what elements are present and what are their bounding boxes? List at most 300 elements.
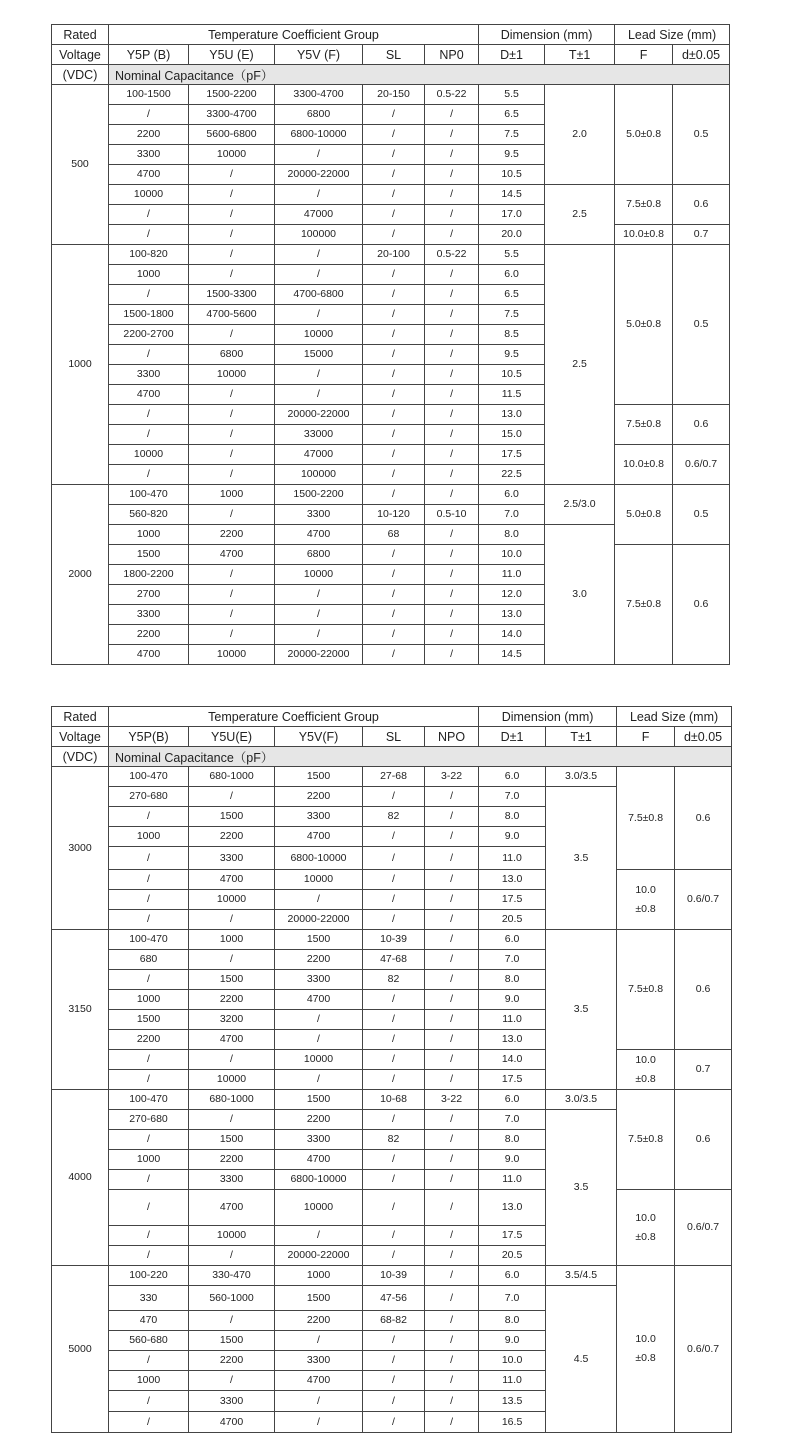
cell: 10.0 [479, 545, 545, 565]
cell: / [363, 625, 425, 645]
cell: / [363, 1050, 425, 1070]
cell: 17.5 [479, 1070, 546, 1090]
cell: / [189, 385, 275, 405]
cell: 9.5 [479, 145, 545, 165]
cell: 8.0 [479, 1130, 546, 1150]
cell: / [189, 465, 275, 485]
cell: 6800 [189, 345, 275, 365]
cell: 7.0 [479, 950, 546, 970]
lead-spacing-cell: 7.5±0.8 [615, 545, 673, 665]
lead-spacing-tolerance: ±0.8 [635, 1352, 656, 1364]
cell: / [425, 625, 479, 645]
col-y5p: Y5P (B) [109, 45, 189, 65]
cell: / [189, 225, 275, 245]
cell: / [189, 625, 275, 645]
cell: 4700 [275, 525, 363, 545]
lead-size-header: Lead Size (mm) [615, 25, 730, 45]
cell: 0.5-22 [425, 85, 479, 105]
cell: 47-56 [363, 1286, 425, 1311]
cell: 5.5 [479, 85, 545, 105]
cell: / [189, 1050, 275, 1070]
thickness-cell: 2.5 [545, 185, 615, 245]
cell: / [425, 1311, 479, 1331]
table-row [52, 485, 730, 505]
cell: / [109, 465, 189, 485]
cell: 14.0 [479, 625, 545, 645]
voltage-cell: 1000 [52, 245, 109, 485]
lead-spacing-cell: 10.0±0.8 [615, 225, 673, 245]
cell: / [363, 1412, 425, 1433]
cell: 17.5 [479, 1226, 546, 1246]
cell: / [363, 285, 425, 305]
cell: 1500-2200 [189, 85, 275, 105]
cell: 8.0 [479, 807, 546, 827]
cell: 6.0 [479, 1090, 546, 1110]
thickness-cell: 2.5/3.0 [545, 485, 615, 525]
cell: / [189, 565, 275, 585]
cell: 11.0 [479, 1371, 546, 1391]
cell: 4700 [189, 545, 275, 565]
thickness-cell: 3.0/3.5 [546, 767, 617, 787]
cell: / [109, 1226, 189, 1246]
lead-size-header: Lead Size (mm) [617, 707, 732, 727]
cell: 20000-22000 [275, 645, 363, 665]
cell: 1500 [109, 545, 189, 565]
cell: 100-470 [109, 767, 189, 787]
cell: 2200 [275, 787, 363, 807]
cell: 4700-6800 [275, 285, 363, 305]
voltage-cell: 4000 [52, 1090, 109, 1266]
col-t: T±1 [546, 727, 617, 747]
cell: 10000 [275, 1050, 363, 1070]
cell: / [189, 1110, 275, 1130]
cell: 6.0 [479, 767, 546, 787]
cell: / [363, 1110, 425, 1130]
cell: / [425, 1226, 479, 1246]
col-lead-d: d±0.05 [673, 45, 730, 65]
cell: / [189, 165, 275, 185]
cell: 8.0 [479, 525, 545, 545]
cell: 10.5 [479, 365, 545, 385]
table-row [52, 545, 730, 565]
lead-diameter-cell: 0.6 [675, 1090, 732, 1190]
cell: 2200 [275, 1311, 363, 1331]
cell: 10000 [189, 1226, 275, 1246]
cell: / [363, 910, 425, 930]
cell: 4700-5600 [189, 305, 275, 325]
cell: 1500-1800 [109, 305, 189, 325]
cell: 14.5 [479, 185, 545, 205]
lead-spacing-cell: 7.5±0.8 [617, 767, 675, 870]
cell: 68 [363, 525, 425, 545]
cell: 3200 [189, 1010, 275, 1030]
cell: 8.0 [479, 1311, 546, 1331]
cell: 4700 [275, 827, 363, 847]
cell: / [189, 1246, 275, 1266]
cell: / [425, 1070, 479, 1090]
cell: / [425, 1150, 479, 1170]
nominal-capacitance-label: Nominal Capacitance（pF） [109, 65, 730, 85]
voltage-cell: 500 [52, 85, 109, 245]
cell: / [109, 1130, 189, 1150]
cell: 1500 [189, 1130, 275, 1150]
cell: 13.0 [479, 870, 546, 890]
cell: 20-100 [363, 245, 425, 265]
cell: / [425, 105, 479, 125]
cell: / [425, 405, 479, 425]
cell: / [275, 625, 363, 645]
cell: 7.0 [479, 1286, 546, 1311]
cell: / [363, 345, 425, 365]
cell: 3300-4700 [275, 85, 363, 105]
cell: / [275, 305, 363, 325]
voltage-cell: 3150 [52, 930, 109, 1090]
cell: / [189, 1311, 275, 1331]
cell: 82 [363, 970, 425, 990]
cell: 13.5 [479, 1391, 546, 1412]
lead-spacing-cell [617, 1050, 675, 1090]
col-sl: SL [363, 45, 425, 65]
cell: 2200 [189, 990, 275, 1010]
cell: / [275, 1391, 363, 1412]
cell: 6.5 [479, 285, 545, 305]
cell: / [275, 585, 363, 605]
cell: 3300 [189, 847, 275, 870]
lead-spacing-cell: 7.5±0.8 [617, 1090, 675, 1190]
rated-label: Rated [52, 707, 109, 727]
cell: / [363, 485, 425, 505]
cell: 2200 [189, 525, 275, 545]
col-t: T±1 [545, 45, 615, 65]
cell: 10000 [275, 870, 363, 890]
cell: 0.5-10 [425, 505, 479, 525]
cell: / [189, 445, 275, 465]
thickness-cell: 3.0/3.5 [546, 1090, 617, 1110]
cell: 1000 [275, 1266, 363, 1286]
cell: / [363, 265, 425, 285]
table-row [52, 405, 730, 425]
cell: 1500 [275, 767, 363, 787]
cell: 10000 [275, 1190, 363, 1226]
cell: 3300 [109, 605, 189, 625]
lead-diameter-cell: 0.6/0.7 [675, 1266, 732, 1433]
cell: / [425, 145, 479, 165]
cell: / [425, 285, 479, 305]
cell: 20.5 [479, 910, 546, 930]
cell: 4700 [275, 990, 363, 1010]
cell: / [189, 245, 275, 265]
cell: / [425, 185, 479, 205]
cell: / [109, 1170, 189, 1190]
cell: 3300 [275, 807, 363, 827]
cell: 2700 [109, 585, 189, 605]
cell: / [189, 185, 275, 205]
cell: 3300 [109, 145, 189, 165]
lead-spacing-cell: 10.0±0.8 [615, 445, 673, 485]
cell: / [363, 385, 425, 405]
cell: / [425, 165, 479, 185]
cell: / [189, 205, 275, 225]
cell: / [425, 1266, 479, 1286]
thickness-cell: 3.5/4.5 [546, 1266, 617, 1286]
cell: 13.0 [479, 1030, 546, 1050]
col-f: F [615, 45, 673, 65]
cell: 10000 [189, 645, 275, 665]
cell: 8.5 [479, 325, 545, 345]
table-row [52, 445, 730, 465]
col-y5p: Y5P(B) [109, 727, 189, 747]
cell: 3300 [189, 1170, 275, 1190]
cell: / [275, 1226, 363, 1246]
cell: / [363, 185, 425, 205]
cell: 9.0 [479, 1331, 546, 1351]
cell: 9.0 [479, 990, 546, 1010]
rated-label: Rated [52, 25, 109, 45]
cell: / [109, 405, 189, 425]
cell: / [425, 910, 479, 930]
cell: 680-1000 [189, 1090, 275, 1110]
thickness-cell: 3.5 [546, 1110, 617, 1266]
cell: / [109, 1246, 189, 1266]
cell: / [109, 1412, 189, 1433]
vdc-label: (VDC) [52, 65, 109, 85]
lead-diameter-cell: 0.5 [673, 245, 730, 405]
cell: 6800-10000 [275, 1170, 363, 1190]
cell: 3-22 [425, 1090, 479, 1110]
cell: 3300 [275, 505, 363, 525]
table-row [52, 767, 732, 787]
cell: 6.0 [479, 1266, 546, 1286]
cell: / [189, 950, 275, 970]
cell: 560-680 [109, 1331, 189, 1351]
cell: 1500 [189, 970, 275, 990]
cell: 100-1500 [109, 85, 189, 105]
cell: 6800-10000 [275, 847, 363, 870]
cell: 17.5 [479, 890, 546, 910]
nominal-capacitance-label: Nominal Capacitance（pF） [109, 747, 732, 767]
cell: / [189, 605, 275, 625]
cell: / [363, 565, 425, 585]
table-row [52, 1266, 732, 1286]
cell: 6.0 [479, 485, 545, 505]
cell: / [425, 545, 479, 565]
cell: / [363, 205, 425, 225]
cell: 11.5 [479, 385, 545, 405]
table-row [52, 1090, 732, 1110]
thickness-cell: 2.0 [545, 85, 615, 185]
cell: / [363, 1070, 425, 1090]
lead-diameter-cell: 0.6/0.7 [673, 445, 730, 485]
cell: 5600-6800 [189, 125, 275, 145]
cell: 10000 [275, 325, 363, 345]
cell: / [109, 345, 189, 365]
cell: / [189, 425, 275, 445]
cell: / [363, 365, 425, 385]
cell: / [425, 827, 479, 847]
cell: / [425, 970, 479, 990]
lead-spacing-cell [617, 1190, 675, 1266]
table-row [52, 930, 732, 950]
thickness-cell: 3.0 [545, 525, 615, 665]
cell: 560-820 [109, 505, 189, 525]
cell: / [425, 1170, 479, 1190]
cell: 10000 [189, 890, 275, 910]
capacitor-spec-table-1 [51, 24, 730, 665]
cell: / [109, 1391, 189, 1412]
col-y5u: Y5U(E) [189, 727, 275, 747]
capacitor-spec-table-2 [51, 706, 732, 1433]
cell: 2200 [275, 1110, 363, 1130]
cell: 82 [363, 807, 425, 827]
lead-spacing-cell [617, 1266, 675, 1433]
lead-spacing-cell: 5.0±0.8 [615, 245, 673, 405]
lead-diameter-cell: 0.5 [673, 485, 730, 545]
lead-spacing-value: 10.0 [635, 1211, 656, 1224]
cell: / [363, 425, 425, 445]
cell: 4700 [189, 870, 275, 890]
cell: 7.5 [479, 125, 545, 145]
cell: 10000 [189, 365, 275, 385]
cell: 8.0 [479, 970, 546, 990]
voltage-cell: 5000 [52, 1266, 109, 1433]
cell: 4700 [275, 1150, 363, 1170]
lead-spacing-cell: 7.5±0.8 [617, 930, 675, 1050]
cell: 1500 [275, 930, 363, 950]
cell: / [109, 807, 189, 827]
cell: 4700 [189, 1030, 275, 1050]
cell: / [363, 1246, 425, 1266]
cell: 13.0 [479, 405, 545, 425]
cell: 1500 [275, 1090, 363, 1110]
lead-diameter-cell: 0.6/0.7 [675, 1190, 732, 1266]
cell: 47000 [275, 205, 363, 225]
cell: / [189, 325, 275, 345]
cell: / [189, 505, 275, 525]
cell: 6.0 [479, 930, 546, 950]
temperature-coefficient-group-header: Temperature Coefficient Group [109, 707, 479, 727]
cell: / [363, 1391, 425, 1412]
cell: 100-470 [109, 485, 189, 505]
cell: 22.5 [479, 465, 545, 485]
cell: / [189, 787, 275, 807]
cell: 9.0 [479, 827, 546, 847]
cell: 2200-2700 [109, 325, 189, 345]
cell: / [275, 1331, 363, 1351]
cell: 10000 [109, 185, 189, 205]
cell: 4700 [189, 1190, 275, 1226]
cell: 20000-22000 [275, 910, 363, 930]
col-d: D±1 [479, 727, 546, 747]
cell: / [425, 425, 479, 445]
cell: 20-150 [363, 85, 425, 105]
cell: 330-470 [189, 1266, 275, 1286]
lead-spacing-value: 10.0 [635, 883, 656, 896]
lead-diameter-cell: 0.6 [673, 405, 730, 445]
cell: / [425, 1130, 479, 1150]
cell: / [275, 1412, 363, 1433]
cell: 2200 [109, 625, 189, 645]
cell: / [275, 1010, 363, 1030]
cell: 4700 [109, 165, 189, 185]
cell: 2200 [189, 827, 275, 847]
cell: 11.0 [479, 847, 546, 870]
cell: 470 [109, 1311, 189, 1331]
cell: / [363, 847, 425, 870]
cell: / [425, 1331, 479, 1351]
cell: 7.0 [479, 1110, 546, 1130]
cell: / [363, 405, 425, 425]
cell: 17.0 [479, 205, 545, 225]
lead-diameter-cell: 0.6 [673, 185, 730, 225]
cell: / [275, 245, 363, 265]
cell: / [425, 205, 479, 225]
cell: / [363, 870, 425, 890]
cell: 2200 [189, 1351, 275, 1371]
cell: / [363, 165, 425, 185]
cell: / [109, 205, 189, 225]
cell: / [425, 1371, 479, 1391]
cell: / [109, 225, 189, 245]
lead-spacing-cell [617, 870, 675, 930]
cell: 2200 [109, 1030, 189, 1050]
cell: 3-22 [425, 767, 479, 787]
cell: 13.0 [479, 1190, 546, 1226]
lead-spacing-tolerance: ±0.8 [635, 1230, 656, 1243]
lead-diameter-cell: 0.6/0.7 [675, 870, 732, 930]
lead-spacing-tolerance: ±0.8 [635, 902, 656, 915]
cell: 20000-22000 [275, 1246, 363, 1266]
cell: / [363, 827, 425, 847]
cell: / [425, 645, 479, 665]
cell: / [363, 1030, 425, 1050]
lead-diameter-cell: 0.6 [675, 930, 732, 1050]
cell: 100-470 [109, 930, 189, 950]
col-npo: NPO [425, 727, 479, 747]
cell: 3300 [275, 1130, 363, 1150]
cell: / [363, 990, 425, 1010]
cell: / [425, 365, 479, 385]
cell: 10.5 [479, 165, 545, 185]
voltage-label: Voltage [52, 45, 109, 65]
col-np0: NP0 [425, 45, 479, 65]
cell: 16.5 [479, 1412, 546, 1433]
cell: / [425, 1110, 479, 1130]
cell: 100000 [275, 225, 363, 245]
cell: 100-220 [109, 1266, 189, 1286]
cell: 3300 [189, 1391, 275, 1412]
cell: / [425, 870, 479, 890]
cell: / [363, 645, 425, 665]
cell: 1000 [109, 1371, 189, 1391]
cell: / [425, 990, 479, 1010]
cell: / [425, 807, 479, 827]
cell: / [425, 1190, 479, 1226]
cell: / [363, 1331, 425, 1351]
cell: / [425, 125, 479, 145]
cell: 3300 [275, 970, 363, 990]
cell: / [425, 565, 479, 585]
cell: 6800 [275, 105, 363, 125]
cell: / [425, 1412, 479, 1433]
cell: / [425, 1286, 479, 1311]
cell: 10-68 [363, 1090, 425, 1110]
cell: / [109, 1050, 189, 1070]
cell: 33000 [275, 425, 363, 445]
cell: / [363, 1371, 425, 1391]
col-d: D±1 [479, 45, 545, 65]
cell: 7.0 [479, 505, 545, 525]
cell: 13.0 [479, 605, 545, 625]
